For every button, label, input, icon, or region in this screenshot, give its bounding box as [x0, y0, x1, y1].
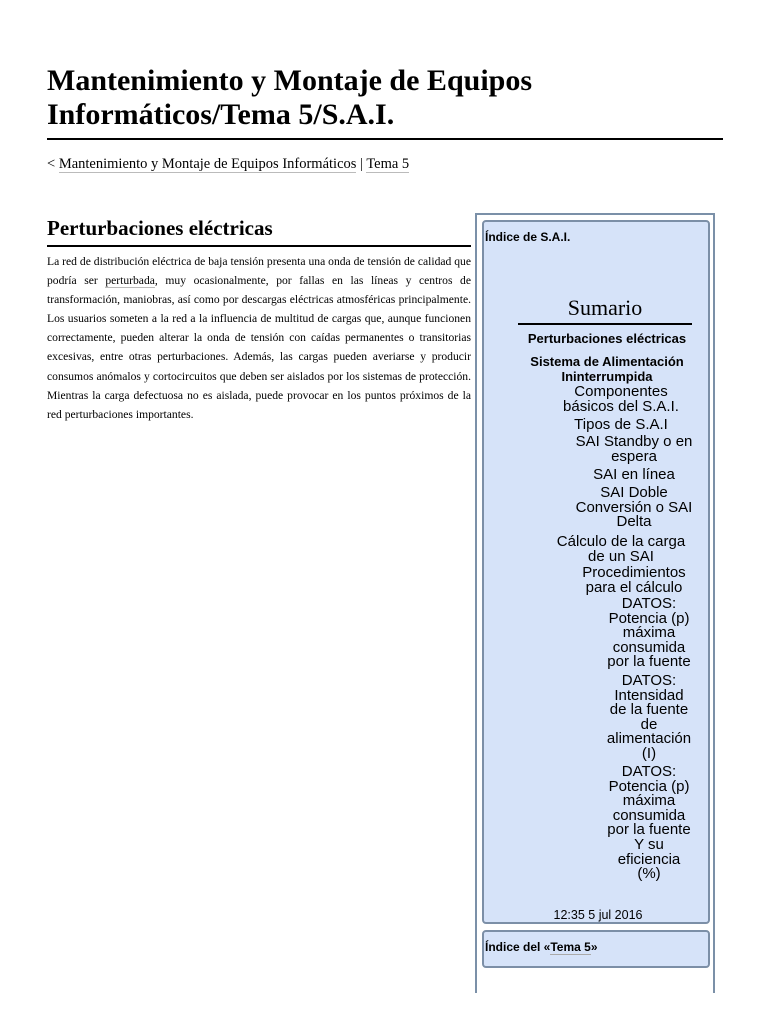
toc-item-componentes[interactable]: Componentes básicos del S.A.I.: [563, 383, 679, 415]
timestamp: 12:35 5 jul 2016: [553, 908, 643, 922]
toc-item-datos-potencia[interactable]: DATOS: Potencia (p) máxima consumida por la fuente: [607, 595, 691, 671]
breadcrumb-prefix: <: [47, 156, 56, 172]
toc-item-sistema[interactable]: Sistema de Alimentación Ininterrumpida: [530, 354, 684, 384]
section-heading: Perturbaciones eléctricas: [47, 213, 471, 247]
page-title: Mantenimiento y Montaje de Equipos Informáticos/Tema 5/S.A.I.: [47, 64, 723, 140]
tema5-index-suffix: »: [590, 940, 598, 954]
toc-item-perturbaciones[interactable]: Perturbaciones eléctricas: [527, 331, 687, 346]
body-text-end: , muy ocasionalmente, por fallas en las líneas y centros de transformación, maniobras, así como por descargas eléctricas atmosféricas principalmente. Los usuarios someten a la red a la influencia de multitud de cargas que, aunque funcionen correctamente, pueden alterar la onda de tensión con caídas permanentes o transitorias excesivas, entre otras perturbaciones. Además, las cargas pueden averiarse y producir consumos anómalos y cortocircuitos que deben ser aislados por los sistemas de protección. Mientras la carga defectuosa no es aislada, puede provocar en los puntos próximos de la red perturbaciones importantes.: [47, 274, 471, 421]
index-title[interactable]: Índice de S.A.I.: [485, 230, 571, 244]
toc-item-tipos[interactable]: Tipos de S.A.I: [574, 416, 668, 433]
toc-item-datos-eficiencia[interactable]: DATOS: Potencia (p) máxima consumida por la fuente Y su eficiencia (%): [607, 763, 691, 883]
toc-title: Sumario: [518, 295, 692, 325]
tema5-index-link[interactable]: Tema 5: [550, 940, 591, 954]
toc-item-en-linea[interactable]: SAI en línea: [593, 466, 675, 483]
toc-box: [482, 220, 710, 924]
section-body: [47, 252, 471, 424]
tema5-index-title: [485, 940, 598, 954]
toc-item-doble-conversion[interactable]: SAI Doble Conversión o SAI Delta: [575, 484, 693, 531]
breadcrumb-link-course[interactable]: Mantenimiento y Montaje de Equipos Informáticos: [58, 156, 357, 172]
body-text-start: La red de distribución eléctrica de baja tensión presenta una onda de tensión de calidad que podría ser: [47, 255, 471, 288]
breadcrumb-link-tema5[interactable]: Tema 5: [366, 156, 410, 172]
toc-item-procedimientos[interactable]: Procedimientos para el cálculo: [582, 564, 686, 596]
breadcrumb: [47, 154, 409, 174]
toc-item-standby[interactable]: SAI Standby o en espera: [575, 433, 693, 465]
toc-item-calculo[interactable]: Cálculo de la carga de un SAI: [556, 533, 686, 565]
tema5-index-prefix: Índice del «: [485, 940, 551, 954]
tema5-index-box: [482, 930, 710, 968]
toc-item-datos-intensidad[interactable]: DATOS: Intensidad de la fuente de alimentación (I): [606, 672, 692, 762]
link-perturbada[interactable]: perturbada: [105, 274, 155, 288]
breadcrumb-separator: |: [360, 156, 363, 172]
